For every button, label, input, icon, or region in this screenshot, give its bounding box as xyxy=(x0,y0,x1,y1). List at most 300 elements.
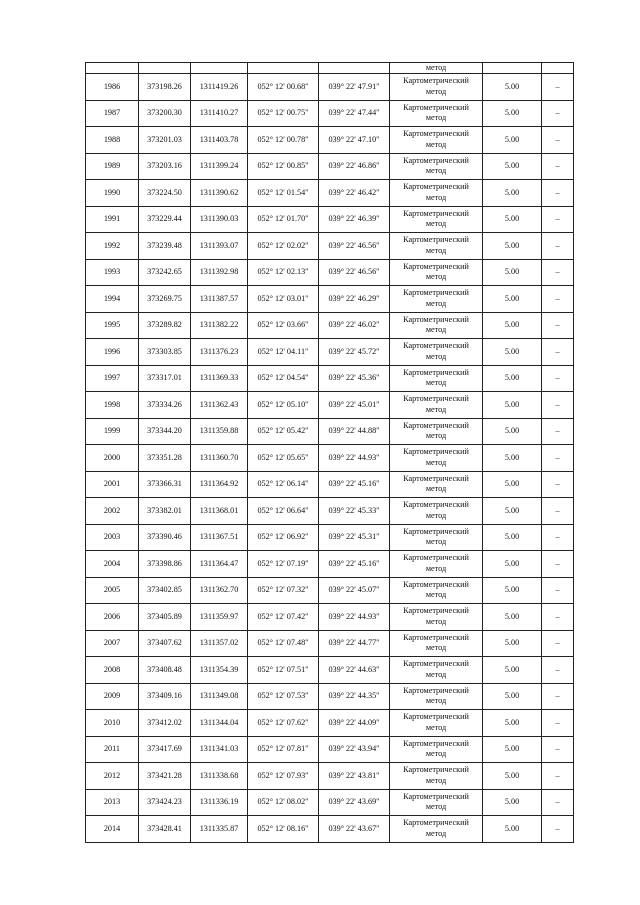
method-cell xyxy=(390,365,483,392)
accuracy-cell: 5.00 xyxy=(483,233,542,260)
accuracy-cell: 5.00 xyxy=(483,339,542,366)
x-coordinate-cell: 373366.31 xyxy=(139,471,191,498)
method-line-1: Картометрический xyxy=(403,182,469,192)
dash-cell: – xyxy=(542,471,574,498)
method-line-2: метод xyxy=(425,351,447,361)
table-row xyxy=(86,604,574,631)
point-number-cell: 2014 xyxy=(86,816,139,843)
point-number-cell: 1999 xyxy=(86,418,139,445)
method-line-2: метод xyxy=(425,245,447,255)
accuracy-cell: 5.00 xyxy=(483,286,542,313)
point-number-cell: 2010 xyxy=(86,710,139,737)
accuracy-cell: 5.00 xyxy=(483,365,542,392)
method-line-2: метод xyxy=(425,113,447,123)
method-line-2: метод xyxy=(425,272,447,282)
method-cell xyxy=(390,180,483,207)
accuracy-cell: 5.00 xyxy=(483,577,542,604)
method-cell xyxy=(390,206,483,233)
accuracy-cell: 5.00 xyxy=(483,710,542,737)
latitude-cell: 052° 12' 06.14" xyxy=(248,471,319,498)
method-line-2: метод xyxy=(425,219,447,229)
table-row xyxy=(86,206,574,233)
method-cell xyxy=(390,498,483,525)
dash-cell: – xyxy=(542,630,574,657)
x-coordinate-cell: 373289.82 xyxy=(139,312,191,339)
point-number-cell: 1987 xyxy=(86,100,139,127)
longitude-cell: 039° 22' 45.01" xyxy=(319,392,390,419)
method-line-1: Картометрический xyxy=(403,712,469,722)
table-row xyxy=(86,286,574,313)
method-line-2: метод xyxy=(425,722,447,732)
method-cell xyxy=(390,153,483,180)
latitude-cell: 052° 12' 07.62" xyxy=(248,710,319,737)
x-coordinate-cell: 373229.44 xyxy=(139,206,191,233)
latitude-cell: 052° 12' 07.48" xyxy=(248,630,319,657)
y-coordinate-cell: 1311410.27 xyxy=(191,100,248,127)
method-line-2: метод xyxy=(425,298,447,308)
table-row xyxy=(86,100,574,127)
accuracy-cell: 5.00 xyxy=(483,206,542,233)
method-cell xyxy=(390,816,483,843)
accuracy-cell: 5.00 xyxy=(483,471,542,498)
latitude-cell: 052° 12' 07.93" xyxy=(248,763,319,790)
x-coordinate-cell: 373382.01 xyxy=(139,498,191,525)
method-line-1: Картометрический xyxy=(403,341,469,351)
accuracy-cell: 5.00 xyxy=(483,524,542,551)
table-row xyxy=(86,180,574,207)
latitude-cell: 052° 12' 01.70" xyxy=(248,206,319,233)
method-line-1: Картометрический xyxy=(403,129,469,139)
y-coordinate-cell: 1311399.24 xyxy=(191,153,248,180)
method-line-1: Картометрический xyxy=(403,155,469,165)
method-line-1: Картометрический xyxy=(403,473,469,483)
method-line-1: Картометрический xyxy=(403,738,469,748)
accuracy-cell: 5.00 xyxy=(483,630,542,657)
dash-cell: – xyxy=(542,127,574,154)
y-coordinate-cell: 1311360.70 xyxy=(191,445,248,472)
accuracy-cell: 5.00 xyxy=(483,180,542,207)
x-coordinate-cell: 373200.30 xyxy=(139,100,191,127)
dash-cell: – xyxy=(542,206,574,233)
accuracy-cell: 5.00 xyxy=(483,74,542,101)
method-line-2: метод xyxy=(425,590,447,600)
point-number-cell: 1994 xyxy=(86,286,139,313)
table-row xyxy=(86,339,574,366)
x-coordinate-cell: 373412.02 xyxy=(139,710,191,737)
x-coordinate-cell: 373242.65 xyxy=(139,259,191,286)
latitude-cell: 052° 12' 00.85" xyxy=(248,153,319,180)
table-body xyxy=(86,63,574,843)
y-coordinate-cell: 1311367.51 xyxy=(191,524,248,551)
longitude-cell: 039° 22' 44.88" xyxy=(319,418,390,445)
method-line-2: метод xyxy=(425,404,447,414)
y-coordinate-cell: 1311392.98 xyxy=(191,259,248,286)
method-cell xyxy=(390,630,483,657)
accuracy-cell: 5.00 xyxy=(483,100,542,127)
method-line-2: метод xyxy=(425,616,447,626)
dash-cell: – xyxy=(542,604,574,631)
dash-cell: – xyxy=(542,259,574,286)
y-coordinate-cell: 1311403.78 xyxy=(191,127,248,154)
latitude-cell: 052° 12' 00.78" xyxy=(248,127,319,154)
point-number-cell: 1992 xyxy=(86,233,139,260)
longitude-cell: 039° 22' 44.77" xyxy=(319,630,390,657)
method-cell xyxy=(390,763,483,790)
x-coordinate-cell: 373239.48 xyxy=(139,233,191,260)
latitude-cell: 052° 12' 06.64" xyxy=(248,498,319,525)
method-cell xyxy=(390,471,483,498)
method-line-2: метод xyxy=(425,537,447,547)
dash-cell: – xyxy=(542,180,574,207)
method-line-2: метод xyxy=(425,378,447,388)
table-row xyxy=(86,789,574,816)
method-cell xyxy=(390,392,483,419)
method-line-1: Картометрический xyxy=(403,314,469,324)
dash-cell: – xyxy=(542,551,574,578)
longitude-cell: 039° 22' 45.72" xyxy=(319,339,390,366)
dash-cell: – xyxy=(542,524,574,551)
method-cell xyxy=(390,683,483,710)
latitude-cell: 052° 12' 04.54" xyxy=(248,365,319,392)
y-coordinate-cell: 1311419.26 xyxy=(191,74,248,101)
method-line-1: Картометрический xyxy=(403,765,469,775)
accuracy-cell: 5.00 xyxy=(483,153,542,180)
latitude-cell: 052° 12' 02.02" xyxy=(248,233,319,260)
table-row xyxy=(86,816,574,843)
longitude-cell: 039° 22' 45.16" xyxy=(319,471,390,498)
cell xyxy=(319,63,390,74)
table-row xyxy=(86,630,574,657)
point-number-cell: 2008 xyxy=(86,657,139,684)
table-row xyxy=(86,233,574,260)
y-coordinate-cell: 1311369.33 xyxy=(191,365,248,392)
method-line-2: метод xyxy=(425,139,447,149)
dash-cell: – xyxy=(542,816,574,843)
table-row xyxy=(86,763,574,790)
y-coordinate-cell: 1311364.47 xyxy=(191,551,248,578)
method-line-2: метод xyxy=(425,192,447,202)
y-coordinate-cell: 1311390.62 xyxy=(191,180,248,207)
longitude-cell: 039° 22' 46.56" xyxy=(319,233,390,260)
method-line-2: метод xyxy=(425,457,447,467)
point-number-cell: 1995 xyxy=(86,312,139,339)
point-number-cell: 2007 xyxy=(86,630,139,657)
point-number-cell: 2006 xyxy=(86,604,139,631)
latitude-cell: 052° 12' 07.42" xyxy=(248,604,319,631)
cell xyxy=(191,63,248,74)
dash-cell: – xyxy=(542,657,574,684)
method-line-1: Картометрический xyxy=(403,659,469,669)
x-coordinate-cell: 373334.26 xyxy=(139,392,191,419)
method-line-2: метод xyxy=(425,828,447,838)
dash-cell: – xyxy=(542,445,574,472)
method-line-1: Картометрический xyxy=(403,500,469,510)
method-cell xyxy=(390,789,483,816)
method-line-2: метод xyxy=(425,696,447,706)
accuracy-cell: 5.00 xyxy=(483,551,542,578)
method-line-1: Картометрический xyxy=(403,606,469,616)
point-number-cell: 2004 xyxy=(86,551,139,578)
dash-cell: – xyxy=(542,153,574,180)
y-coordinate-cell: 1311341.03 xyxy=(191,736,248,763)
longitude-cell: 039° 22' 46.56" xyxy=(319,259,390,286)
dash-cell: – xyxy=(542,233,574,260)
latitude-cell: 052° 12' 05.10" xyxy=(248,392,319,419)
method-cell xyxy=(390,100,483,127)
latitude-cell: 052° 12' 08.16" xyxy=(248,816,319,843)
latitude-cell: 052° 12' 08.02" xyxy=(248,789,319,816)
method-line-2: метод xyxy=(425,431,447,441)
method-line-2: метод xyxy=(425,86,447,96)
y-coordinate-cell: 1311359.97 xyxy=(191,604,248,631)
method-line-2: метод xyxy=(425,669,447,679)
table-row xyxy=(86,577,574,604)
point-number-cell: 2000 xyxy=(86,445,139,472)
y-coordinate-cell: 1311362.43 xyxy=(191,392,248,419)
cell xyxy=(248,63,319,74)
latitude-cell: 052° 12' 00.68" xyxy=(248,74,319,101)
method-line-1: Картометрический xyxy=(403,235,469,245)
method-line-1: Картометрический xyxy=(403,579,469,589)
table-row xyxy=(86,736,574,763)
latitude-cell: 052° 12' 00.75" xyxy=(248,100,319,127)
method-cell xyxy=(390,127,483,154)
accuracy-cell: 5.00 xyxy=(483,736,542,763)
dash-cell: – xyxy=(542,736,574,763)
longitude-cell: 039° 22' 46.86" xyxy=(319,153,390,180)
latitude-cell: 052° 12' 07.81" xyxy=(248,736,319,763)
latitude-cell: 052° 12' 04.11" xyxy=(248,339,319,366)
y-coordinate-cell: 1311387.57 xyxy=(191,286,248,313)
accuracy-cell: 5.00 xyxy=(483,418,542,445)
continued-row-fragment xyxy=(86,63,574,74)
dash-cell: – xyxy=(542,392,574,419)
point-number-cell: 1986 xyxy=(86,74,139,101)
y-coordinate-cell: 1311390.03 xyxy=(191,206,248,233)
method-cell xyxy=(390,312,483,339)
method-line-2: метод xyxy=(425,484,447,494)
x-coordinate-cell: 373421.28 xyxy=(139,763,191,790)
table-row xyxy=(86,471,574,498)
dash-cell: – xyxy=(542,339,574,366)
method-cell xyxy=(390,74,483,101)
accuracy-cell: 5.00 xyxy=(483,604,542,631)
method-cell xyxy=(390,339,483,366)
point-number-cell: 1993 xyxy=(86,259,139,286)
method-cell xyxy=(390,524,483,551)
accuracy-cell: 5.00 xyxy=(483,498,542,525)
y-coordinate-cell: 1311338.68 xyxy=(191,763,248,790)
point-number-cell: 1996 xyxy=(86,339,139,366)
longitude-cell: 039° 22' 46.39" xyxy=(319,206,390,233)
y-coordinate-cell: 1311393.07 xyxy=(191,233,248,260)
longitude-cell: 039° 22' 46.29" xyxy=(319,286,390,313)
method-line-1: Картометрический xyxy=(403,526,469,536)
method-line-1: Картометрический xyxy=(403,791,469,801)
method-line-1: Картометрический xyxy=(403,685,469,695)
y-coordinate-cell: 1311336.19 xyxy=(191,789,248,816)
method-line-2: метод xyxy=(425,166,447,176)
dash-cell: – xyxy=(542,286,574,313)
y-coordinate-cell: 1311382.22 xyxy=(191,312,248,339)
longitude-cell: 039° 22' 47.10" xyxy=(319,127,390,154)
longitude-cell: 039° 22' 43.81" xyxy=(319,763,390,790)
y-coordinate-cell: 1311354.39 xyxy=(191,657,248,684)
table-row xyxy=(86,445,574,472)
x-coordinate-cell: 373409.16 xyxy=(139,683,191,710)
latitude-cell: 052° 12' 06.92" xyxy=(248,524,319,551)
dash-cell: – xyxy=(542,312,574,339)
method-cell xyxy=(390,657,483,684)
cell xyxy=(139,63,191,74)
method-line-1: Картометрический xyxy=(403,818,469,828)
accuracy-cell: 5.00 xyxy=(483,789,542,816)
x-coordinate-cell: 373344.20 xyxy=(139,418,191,445)
latitude-cell: 052° 12' 01.54" xyxy=(248,180,319,207)
latitude-cell: 052° 12' 07.19" xyxy=(248,551,319,578)
method-line-1: Картометрический xyxy=(403,76,469,86)
longitude-cell: 039° 22' 47.91" xyxy=(319,74,390,101)
method-cell xyxy=(390,604,483,631)
method-cell xyxy=(390,736,483,763)
longitude-cell: 039° 22' 44.63" xyxy=(319,657,390,684)
method-line-1: Картометрический xyxy=(403,447,469,457)
point-number-cell: 1991 xyxy=(86,206,139,233)
method-cell xyxy=(390,259,483,286)
accuracy-cell: 5.00 xyxy=(483,312,542,339)
accuracy-cell: 5.00 xyxy=(483,127,542,154)
point-number-cell: 2002 xyxy=(86,498,139,525)
point-number-cell: 2013 xyxy=(86,789,139,816)
method-line-2: метод xyxy=(425,325,447,335)
dash-cell: – xyxy=(542,763,574,790)
y-coordinate-cell: 1311362.70 xyxy=(191,577,248,604)
longitude-cell: 039° 22' 46.42" xyxy=(319,180,390,207)
x-coordinate-cell: 373417.69 xyxy=(139,736,191,763)
x-coordinate-cell: 373424.23 xyxy=(139,789,191,816)
method-cell xyxy=(390,418,483,445)
table-row xyxy=(86,683,574,710)
table-row xyxy=(86,365,574,392)
longitude-cell: 039° 22' 45.31" xyxy=(319,524,390,551)
y-coordinate-cell: 1311344.04 xyxy=(191,710,248,737)
table-row xyxy=(86,524,574,551)
x-coordinate-cell: 373303.85 xyxy=(139,339,191,366)
y-coordinate-cell: 1311364.92 xyxy=(191,471,248,498)
longitude-cell: 039° 22' 44.35" xyxy=(319,683,390,710)
method-cell xyxy=(390,551,483,578)
longitude-cell: 039° 22' 43.94" xyxy=(319,736,390,763)
longitude-cell: 039° 22' 43.69" xyxy=(319,789,390,816)
cell xyxy=(542,63,574,74)
accuracy-cell: 5.00 xyxy=(483,763,542,790)
method-line-2: метод xyxy=(425,563,447,573)
dash-cell: – xyxy=(542,789,574,816)
latitude-cell: 052° 12' 05.42" xyxy=(248,418,319,445)
x-coordinate-cell: 373402.85 xyxy=(139,577,191,604)
latitude-cell: 052° 12' 03.01" xyxy=(248,286,319,313)
dash-cell: – xyxy=(542,365,574,392)
table-row xyxy=(86,418,574,445)
latitude-cell: 052° 12' 07.32" xyxy=(248,577,319,604)
method-line-2: метод xyxy=(425,643,447,653)
latitude-cell: 052° 12' 07.53" xyxy=(248,683,319,710)
method-cell xyxy=(390,286,483,313)
y-coordinate-cell: 1311357.02 xyxy=(191,630,248,657)
x-coordinate-cell: 373405.89 xyxy=(139,604,191,631)
point-number-cell: 2001 xyxy=(86,471,139,498)
point-number-cell: 2003 xyxy=(86,524,139,551)
latitude-cell: 052° 12' 03.66" xyxy=(248,312,319,339)
method-line-1: Картометрический xyxy=(403,102,469,112)
y-coordinate-cell: 1311359.88 xyxy=(191,418,248,445)
method-cell xyxy=(390,577,483,604)
method-line-1: Картометрический xyxy=(403,632,469,642)
longitude-cell: 039° 22' 45.07" xyxy=(319,577,390,604)
dash-cell: – xyxy=(542,74,574,101)
latitude-cell: 052° 12' 05.65" xyxy=(248,445,319,472)
table-row xyxy=(86,153,574,180)
method-line-1: Картометрический xyxy=(403,420,469,430)
point-number-cell: 2005 xyxy=(86,577,139,604)
method-line-1: Картометрический xyxy=(403,261,469,271)
table-row xyxy=(86,657,574,684)
x-coordinate-cell: 373224.50 xyxy=(139,180,191,207)
table-row xyxy=(86,259,574,286)
x-coordinate-cell: 373408.48 xyxy=(139,657,191,684)
cell xyxy=(86,63,139,74)
method-cell xyxy=(390,445,483,472)
longitude-cell: 039° 22' 44.93" xyxy=(319,604,390,631)
table-row xyxy=(86,127,574,154)
point-number-cell: 1997 xyxy=(86,365,139,392)
point-number-cell: 2009 xyxy=(86,683,139,710)
method-line-2: метод xyxy=(425,749,447,759)
longitude-cell: 039° 22' 44.93" xyxy=(319,445,390,472)
table-row xyxy=(86,392,574,419)
latitude-cell: 052° 12' 02.13" xyxy=(248,259,319,286)
x-coordinate-cell: 373201.03 xyxy=(139,127,191,154)
method-line-1: Картометрический xyxy=(403,553,469,563)
x-coordinate-cell: 373198.26 xyxy=(139,74,191,101)
method-line-1: Картометрический xyxy=(403,208,469,218)
x-coordinate-cell: 373390.46 xyxy=(139,524,191,551)
point-number-cell: 1988 xyxy=(86,127,139,154)
method-line-1: Картометрический xyxy=(403,367,469,377)
point-number-cell: 1990 xyxy=(86,180,139,207)
accuracy-cell: 5.00 xyxy=(483,657,542,684)
dash-cell: – xyxy=(542,498,574,525)
dash-cell: – xyxy=(542,577,574,604)
longitude-cell: 039° 22' 43.67" xyxy=(319,816,390,843)
table-row xyxy=(86,74,574,101)
latitude-cell: 052° 12' 07.51" xyxy=(248,657,319,684)
method-line-1: Картометрический xyxy=(403,394,469,404)
method-line-2: метод xyxy=(425,775,447,785)
coordinates-table xyxy=(85,62,574,843)
x-coordinate-cell: 373203.16 xyxy=(139,153,191,180)
longitude-cell: 039° 22' 46.02" xyxy=(319,312,390,339)
y-coordinate-cell: 1311349.08 xyxy=(191,683,248,710)
y-coordinate-cell: 1311335.87 xyxy=(191,816,248,843)
accuracy-cell: 5.00 xyxy=(483,816,542,843)
method-cell xyxy=(390,710,483,737)
dash-cell: – xyxy=(542,418,574,445)
longitude-cell: 039° 22' 45.16" xyxy=(319,551,390,578)
dash-cell: – xyxy=(542,683,574,710)
table-row xyxy=(86,498,574,525)
point-number-cell: 1998 xyxy=(86,392,139,419)
